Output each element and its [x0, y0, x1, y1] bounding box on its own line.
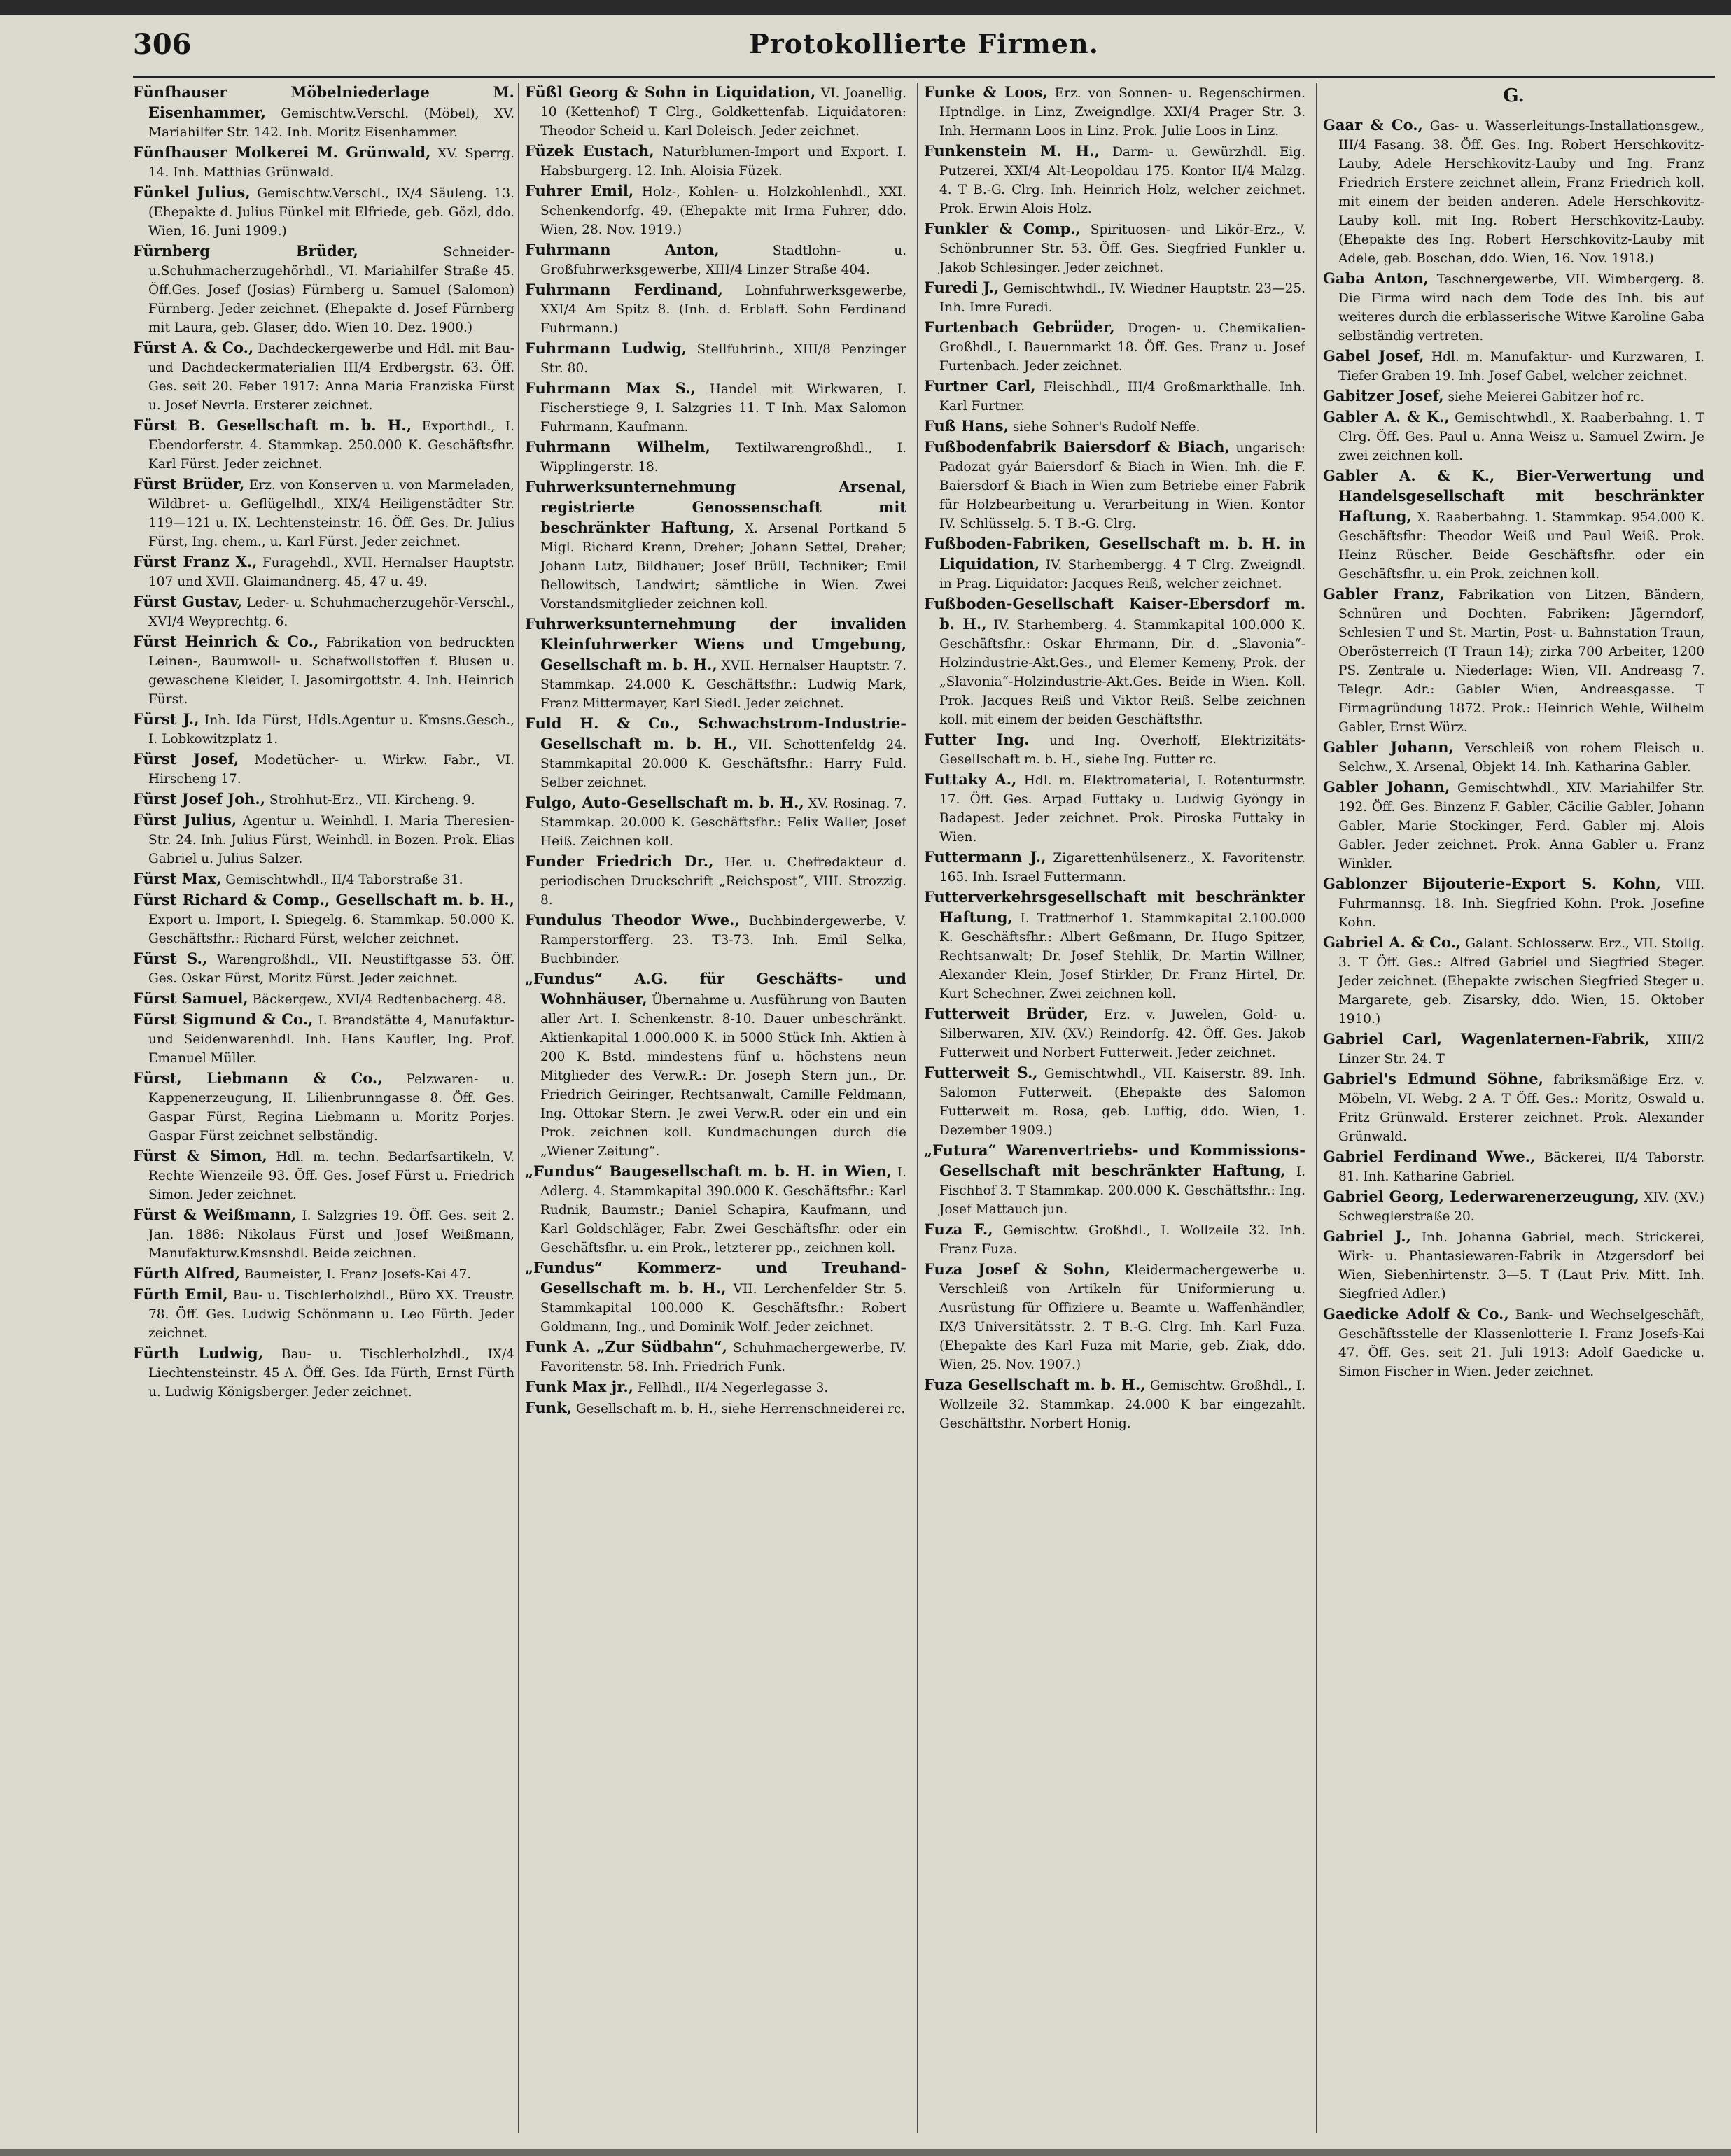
firm-entry: [924, 278, 1305, 317]
firm-details: Gemischtwhdl., X. Raaberbahng. 1. T Clrg. Öff. Ges. Paul u. Anna Weisz u. Samuel Zwirn. Je zwei zeichnen koll.: [1338, 411, 1704, 463]
firm-entry: [924, 318, 1305, 376]
firm-entry: [525, 181, 906, 239]
firm-name: Futter Ing.: [924, 731, 1030, 748]
firm-name: Fußboden-Fabriken, Gesellschaft m. b. H. in Liquidation,: [924, 535, 1305, 572]
firm-details: Inh. Johanna Gabriel, mech. Strickerei, Wirk- u. Phantasiewaren-Fabrik in Atzgersdorf bei Wien, Siebenhirtenstr. 3—5. T (Laut Priv. Mitt. Inh. Siegfried Adler.): [1338, 1230, 1704, 1302]
firm-entry: [924, 730, 1305, 769]
firm-name: Fuhrmann Ludwig,: [525, 339, 687, 357]
firm-entry: [924, 594, 1305, 729]
firm-details: Schneider-u.Schuhmacherzugehörhdl., VI. Mariahilfer Straße 45. Öff.Ges. Josef (Josias) Fürnberg u. Samuel (Salomon) Fürnberg. Jeder zeichnet. (Ehepakte d. Josef Fürnberg mit Laura, geb. Glaser, ddo. Wien 10. Dez. 1900.): [148, 245, 514, 335]
firm-name: Füzek Eustach,: [525, 142, 654, 160]
firm-entry: [1323, 466, 1704, 584]
firm-details: I. Trattnerhof 1. Stammkapital 2.100.000 K. Geschäftsfhr.: Albert Geßmann, Dr. Hugo Spitzer, Rechtsanwalt; Dr. Josef Stehlik, Dr. Martin Willner, Alexander Klein, Josef Stirkler, Dr. Franz Hirtel, Dr. Kurt Schechner. Zwei zeichnen koll.: [939, 911, 1305, 1001]
firm-name: Gabler A. & K.,: [1323, 408, 1450, 425]
firm-details: IV. Starhemberg. 4. Stammkapital 100.000 K. Geschäftsfhr.: Oskar Ehrmann, Dir. d. „Slavonia“-Holzindustrie-Akt.Ges., und Elemer Kemeny, Prok. der „Slavonia“-Holzindustrie-Akt.Ges. Beide in Wien. Koll. Prok. Jacques Reiß und Viktor Reiß. Selbe zeichnen koll. mit einem der beiden Geschäftsfhr.: [939, 618, 1305, 727]
firm-entry: [1323, 346, 1704, 386]
firm-name: Funk A. „Zur Südbahn“,: [525, 1338, 727, 1355]
firm-name: Gabitzer Josef,: [1323, 387, 1444, 404]
firm-name: Furedi J.,: [924, 279, 1000, 296]
firm-name: Furtner Carl,: [924, 377, 1036, 395]
firm-name: Fuhrwerksunternehmung der invaliden Kleinfuhrwerker Wiens und Umgebung, Gesellschaft m. b. H.,: [525, 615, 906, 673]
firm-entry: [525, 910, 906, 968]
firm-entry: [1323, 1069, 1704, 1146]
firm-details: VIII. Fuhrmannsg. 18. Inh. Siegfried Kohn. Prok. Josefine Kohn.: [1338, 878, 1704, 930]
firm-name: Fuhrmann Wilhelm,: [525, 438, 710, 456]
firm-details: Modetücher- u. Wirkw. Fabr., VI. Hirscheng 17.: [148, 753, 514, 787]
firm-entry: [525, 1258, 906, 1337]
firm-entry: [525, 1162, 906, 1257]
firm-entry: [1323, 777, 1704, 873]
firm-details: Pelzwaren- u. Kappenerzeugung, II. Lilienbrunngasse 8. Öff. Ges. Gaspar Fürst, Regina Liebmann u. Moritz Porjes. Gaspar Fürst zeichnet selbständig.: [148, 1072, 514, 1143]
firm-name: Gabel Josef,: [1323, 347, 1424, 365]
firm-name: Furtenbach Gebrüder,: [924, 318, 1115, 336]
firm-name: Fulgo, Auto-Gesellschaft m. b. H.,: [525, 794, 804, 811]
firm-details: X. Arsenal Portkand 5 Migl. Richard Krenn, Dreher; Johann Settel, Dreher; Johann Lutz, Bildhauer; Josef Brüll, Techniker; Emil Bellowitsch, Landwirt; sämtliche in Wien. Zwei Vorstandsmitglieder zeichnen koll.: [540, 521, 906, 612]
firm-name: Fuhrmann Anton,: [525, 241, 720, 258]
firm-name: Gabriel J.,: [1323, 1227, 1411, 1245]
firm-name: Fuhrwerksunternehmung Arsenal, registrierte Genossenschaft mit beschränkter Haftung,: [525, 478, 906, 536]
firm-details: Export u. Import, I. Spiegelg. 6. Stammkap. 50.000 K. Geschäftsfhr.: Richard Fürst, welcher zeichnet.: [148, 913, 514, 946]
firm-details: Bau- u. Tischlerholzhdl., IX/4 Liechtensteinstr. 45 A. Öff. Ges. Ida Fürth, Ernst Fürth u. Ludwig Königsberger. Jeder zeichnet.: [148, 1347, 514, 1400]
firm-name: Fuhrmann Ferdinand,: [525, 281, 723, 298]
firm-entry: [133, 632, 514, 709]
firm-name: Fuß Hans,: [924, 417, 1009, 435]
firm-entry: [1323, 1227, 1704, 1304]
firm-entry: [525, 1398, 906, 1418]
firm-details: Bau- u. Tischlerholzhdl., Büro XX. Treustr. 78. Öff. Ges. Ludwig Schönmann u. Leo Fürth. Jeder zeichnet.: [148, 1288, 514, 1341]
firm-name: Fürth Emil,: [133, 1285, 228, 1303]
firm-details: Textilwarengroßhdl., I. Wipplingerstr. 18.: [540, 441, 906, 474]
firm-entry: [133, 710, 514, 749]
firm-details: Gesellschaft m. b. H., siehe Herrenschneiderei rc.: [571, 1402, 906, 1416]
firm-name: Funkenstein M. H.,: [924, 142, 1100, 160]
firm-entry: [525, 83, 906, 141]
firm-details: XIII/2 Linzer Str. 24. T: [1338, 1033, 1704, 1066]
firm-details: Baumeister, I. Franz Josefs-Kai 47.: [239, 1267, 472, 1282]
firm-entry: [525, 477, 906, 614]
firm-name: Fünfhauser Möbelniederlage M. Eisenhammer,: [133, 83, 514, 121]
firm-details: Hdl. m. Elektromaterial, I. Rotenturmstr. 17. Öff. Ges. Arpad Futtaky u. Ludwig Gyöngy in Badapest. Jeder zeichnet. Prok. Piroska Futtaky in Wien.: [939, 773, 1305, 845]
firm-name: Fürst B. Gesellschaft m. b. H.,: [133, 416, 412, 434]
firm-name: Fußboden-Gesellschaft Kaiser-Ebersdorf m. b. H.,: [924, 595, 1305, 633]
firm-details: siehe Meierei Gabitzer hof rc.: [1443, 390, 1645, 404]
firm-details: Strohhut-Erz., VII. Kircheng. 9.: [265, 793, 475, 808]
firm-name: Fürst Julius,: [133, 811, 237, 829]
firm-details: Zigarettenhülsenerz., X. Favoritenstr. 165. Inh. Israel Futtermann.: [939, 851, 1305, 885]
firm-entry: [924, 534, 1305, 593]
firm-name: Fußbodenfabrik Baiersdorf & Biach,: [924, 438, 1230, 456]
firm-entry: [924, 1220, 1305, 1259]
firm-entry: [924, 1004, 1305, 1062]
firm-entry: [1323, 386, 1704, 407]
firm-details: siehe Sohner's Rudolf Neffe.: [1008, 420, 1200, 435]
firm-entry: [133, 989, 514, 1009]
firm-details: XIV. (XV.) Schweglerstraße 20.: [1338, 1190, 1704, 1224]
firm-name: Fuhrmann Max S.,: [525, 379, 696, 397]
firm-details: Holz-, Kohlen- u. Holzkohlenhdl., XXI. Schenkendorfg. 49. (Ehepakte mit Irma Fuhrer, ddo. Wien, 28. Nov. 1919.): [540, 185, 906, 237]
firm-name: Gabriel A. & Co.,: [1323, 933, 1462, 951]
firm-entry: [133, 1205, 514, 1263]
firm-entry: [1323, 738, 1704, 777]
firm-entry: [133, 241, 514, 337]
firm-details: Gas- u. Wasserleitungs-Installationsgew., III/4 Fasang. 38. Öff. Ges. Ing. Robert Herschkovitz-Lauby, Adele Herschkovitz-Lauby und Ing. Franz Friedrich Erstere zeichnet allein, Franz Friedrich koll. mit einem der beiden anderen. Adele Herschkovitz-Lauby koll. mit Ing. Robert Herschkovitz-Lauby. (Ehepakte des Ing. Robert Herschkovitz-Lauby mit Adele, geb. Boschan, ddo. Wien, 16. Nov. 1918.): [1338, 119, 1704, 266]
firm-entry: [525, 280, 906, 338]
firm-details: Hdl. m. techn. Bedarfsartikeln, V. Rechte Wienzeile 93. Öff. Ges. Josef Fürst u. Friedrich Simon. Jeder zeichnet.: [148, 1150, 514, 1202]
firm-details: Fabrikation von bedruckten Leinen-, Baumwoll- u. Schafwollstoffen f. Blusen u. gewaschene Kleider, I. Jasomirgottstr. 4. Inh. Heinrich Fürst.: [148, 635, 514, 707]
firm-entry: [924, 141, 1305, 218]
firm-entry: [525, 339, 906, 378]
firm-entry: [133, 474, 514, 551]
firm-name: Fuza F.,: [924, 1220, 993, 1238]
firm-name: Gabler Johann,: [1323, 778, 1450, 796]
firm-details: Gemischtwhdl., IV. Wiedner Hauptstr. 23—25. Inh. Imre Furedi.: [939, 281, 1305, 315]
firm-name: Gabriel Georg, Lederwarenerzeugung,: [1323, 1188, 1639, 1205]
page-number: 306: [133, 28, 192, 61]
firm-entry: [525, 379, 906, 437]
section-heading: G.: [1503, 85, 1525, 106]
firm-entry: [1323, 269, 1704, 346]
firm-entry: [525, 852, 906, 910]
firm-entry: [133, 1344, 514, 1402]
firm-details: VII. Lerchenfelder Str. 5. Stammkapital 100.000 K. Geschäftsfhr.: Robert Goldmann, Ing., und Dominik Wolf. Jeder zeichnet.: [540, 1282, 906, 1334]
firm-entry: [1323, 1187, 1704, 1226]
firm-details: Gemischtwhdl., II/4 Taborstraße 31.: [221, 873, 463, 887]
firm-name: Fürst Heinrich & Co.,: [133, 633, 319, 650]
firm-details: Schuhmachergewerbe, IV. Favoritenstr. 58. Inh. Friedrich Funk.: [540, 1341, 906, 1374]
firm-name: Fünfhauser Molkerei M. Grünwald,: [133, 143, 431, 161]
firm-details: Darm- u. Gewürzhdl. Eig. Putzerei, XXI/4 Alt-Leopoldau 175. Kontor II/4 Malzg. 4. T B.-G. Clrg. Inh. Heinrich Holz, welcher zeichnet. Prok. Erwin Alois Holz.: [939, 145, 1305, 216]
firm-name: Futterverkehrsgesellschaft mit beschränkter Haftung,: [924, 888, 1305, 926]
firm-entry: [1323, 1147, 1704, 1186]
firm-entry: [924, 1063, 1305, 1140]
firm-entry: [924, 376, 1305, 416]
firm-details: und Ing. Overhoff, Elektrizitäts-Gesellschaft m. b. H., siehe Ing. Futter rc.: [939, 733, 1305, 767]
firm-entry: [133, 810, 514, 868]
firm-entry: [133, 789, 514, 810]
firm-details: XV. Rosinag. 7. Stammkap. 20.000 K. Geschäftsfhr.: Felix Waller, Josef Heiß. Zeichnen koll.: [540, 796, 906, 849]
firm-name: Fürst Max,: [133, 870, 222, 887]
firm-entry: [133, 949, 514, 988]
firm-name: Füßl Georg & Sohn in Liquidation,: [525, 83, 816, 101]
firm-name: Fürst Josef,: [133, 750, 239, 768]
scan-edge-bottom: [0, 2149, 1731, 2156]
firm-details: I. Brandstätte 4, Manufaktur- und Seidenwarenhdl. Inh. Hans Kaufler, Ing. Prof. Emanuel Müller.: [148, 1013, 514, 1066]
firm-details: I. Adlerg. 4. Stammkapital 390.000 K. Geschäftsfhr.: Karl Rudnik, Baumstr.; Daniel Schapira, Kaufmann, und Karl Goldschläger, Fabr. Zwei Geschäftsfhr. oder ein Geschäftsfhr. u. ein Prok., letzterer pp., zeichnen koll.: [540, 1165, 906, 1255]
firm-entry: [924, 770, 1305, 847]
firm-entry: [133, 1146, 514, 1204]
firm-name: Gabler Franz,: [1323, 585, 1445, 603]
firm-name: Gabriel Carl, Wagenlaternen-Fabrik,: [1323, 1030, 1650, 1048]
firm-name: Fürst Josef Joh.,: [133, 790, 266, 808]
firm-name: Fürst Brüder,: [133, 475, 245, 493]
firm-details: Gemischtw. Großhdl., I. Wollzeile 32. Inh. Franz Fuza.: [939, 1223, 1305, 1257]
firm-name: Fürst Sigmund & Co.,: [133, 1010, 314, 1028]
firm-entry: [1323, 1029, 1704, 1069]
firm-entry: [924, 416, 1305, 437]
firm-name: Fürst Richard & Comp., Gesellschaft m. b. H.,: [133, 891, 514, 908]
firm-details: XV. Sperrg. 14. Inh. Matthias Grünwald.: [148, 146, 514, 180]
firm-name: Funder Friedrich Dr.,: [525, 852, 714, 870]
firm-entry: [525, 714, 906, 792]
firm-details: Gemischtwhdl., XIV. Mariahilfer Str. 192. Öff. Ges. Binzenz F. Gabler, Cäcilie Gabler, Johann Gabler, Marie Stockinger, Ferd. Gabler mj. Alois Gabler. Jeder zeichnet. Prok. Anna Gabler u. Franz Winkler.: [1338, 781, 1704, 871]
firm-details: Verschleiß von rohem Fleisch u. Selchw., X. Arsenal, Objekt 14. Inh. Katharina Gabler.: [1338, 741, 1704, 775]
firm-details: Bäckerei, II/4 Taborstr. 81. Inh. Katharine Gabriel.: [1338, 1150, 1704, 1184]
firm-details: Bank- und Wechselgeschäft, Geschäftsstelle der Klassenlotterie I. Franz Josefs-Kai 47. Öff. Ges. seit 21. Juli 1913: Adolf Gaedicke u. Simon Fischer in Wien. Jeder zeichnet.: [1338, 1308, 1704, 1379]
firm-details: Bäckergew., XVI/4 Redtenbacherg. 48.: [248, 992, 507, 1007]
firm-details: Gemischtw. Großhdl., I. Wollzeile 32. Stammkap. 24.000 K bar eingezahlt. Geschäftsfhr. Norbert Honig.: [939, 1379, 1305, 1431]
firm-name: Gabler Johann,: [1323, 738, 1454, 756]
firm-details: I. Fischhof 3. T Stammkap. 200.000 K. Geschäftsfhr.: Ing. Josef Mattauch jun.: [939, 1164, 1305, 1217]
firm-name: Gabler A. & K., Bier-Verwertung und Handelsgesellschaft mit beschränkter Haftung,: [1323, 467, 1704, 525]
firm-details: Fleischhdl., III/4 Großmarkthalle. Inh. Karl Furtner.: [939, 380, 1305, 414]
firm-entry: [525, 1377, 906, 1397]
firm-details: ungarisch: Padozat gyár Baiersdorf & Biach in Wien. Inh. die F. Baiersdorf & Biach in Wien zum Betriebe einer Fabrik für Holzbearbeitung u. Verarbeitung in Wien. Kontor IV. Schlüsselg. 5. T B.-G. Clrg.: [939, 441, 1305, 531]
firm-entry: [525, 1337, 906, 1376]
column-4: [1323, 83, 1704, 2140]
firm-details: Spirituosen- und Likör-Erz., V. Schönbrunner Str. 53. Öff. Ges. Siegfried Funkler u. Jakob Schlesinger. Jeder zeichnet.: [939, 223, 1305, 275]
firm-entry: [924, 83, 1305, 141]
firm-name: Gaar & Co.,: [1323, 116, 1423, 134]
firm-name: „Fundus“ Kommerz- und Treuhand-Gesellschaft m. b. H.,: [525, 1259, 906, 1297]
firm-entry: [1323, 933, 1704, 1029]
firm-name: „Fundus“ A.G. für Geschäfts- und Wohnhäuser,: [525, 970, 906, 1008]
firm-name: Fürnberg Brüder,: [133, 242, 358, 260]
firm-name: „Fundus“ Baugesellschaft m. b. H. in Wien,: [525, 1162, 892, 1180]
firm-details: Galant. Schlosserw. Erz., VII. Stollg. 3. T Öff. Ges.: Alfred Gabriel und Siegfried Steger. Jeder zeichnet. (Ehepakte zwischen Siegfried Steger u. Margarete, geb. Zisarsky, ddo. Wien, 15. Oktober 1910.): [1338, 936, 1704, 1027]
firm-entry: [133, 592, 514, 631]
firm-entry: [1323, 874, 1704, 932]
firm-name: Fuza Josef & Sohn,: [924, 1260, 1110, 1278]
firm-entry: [1323, 1304, 1704, 1381]
firm-name: Gabriel Ferdinand Wwe.,: [1323, 1148, 1536, 1165]
firm-name: Fürst Franz X.,: [133, 553, 258, 570]
firm-details: Hdl. m. Manufaktur- und Kurzwaren, I. Tiefer Graben 19. Inh. Josef Gabel, welcher zeichnet.: [1338, 350, 1704, 383]
firm-entry: [525, 614, 906, 713]
firm-name: Fürst A. & Co.,: [133, 339, 254, 356]
firm-name: Futterweit S.,: [924, 1064, 1038, 1081]
column-1: [133, 83, 514, 2140]
firm-entry: [525, 793, 906, 851]
firm-details: Naturblumen-Import und Export. I. Habsburgerg. 12. Inh. Aloisia Füzek.: [540, 145, 906, 178]
firm-entry: [133, 83, 514, 142]
firm-entry: [133, 1010, 514, 1068]
firm-name: Fürst & Weißmann,: [133, 1206, 297, 1223]
firm-name: Funkler & Comp.,: [924, 220, 1081, 237]
firm-details: Agentur u. Weinhdl. I. Maria Theresien-Str. 24. Inh. Julius Fürst, Weinhdl. in Bozen. Prok. Elias Gabriel u. Julius Salzer.: [148, 814, 514, 866]
firm-entry: [133, 338, 514, 415]
header-rule: [133, 76, 1715, 78]
firm-entry: [525, 240, 906, 279]
firm-entry: [924, 437, 1305, 533]
page-header: [133, 28, 1715, 70]
firm-name: „Futura“ Warenvertriebs- und Kommissions-Gesellschaft mit beschränkter Haftung,: [924, 1141, 1305, 1179]
firm-entry: [133, 1069, 514, 1146]
column-2: [525, 83, 906, 2140]
firm-entry: [924, 1141, 1305, 1219]
firm-name: Fürst S.,: [133, 950, 208, 967]
firm-name: Fuhrer Emil,: [525, 182, 634, 199]
firm-entry: [133, 143, 514, 182]
firm-entry: [924, 1375, 1305, 1433]
firm-details: Erz. von Sonnen- u. Regenschirmen. Hptndlge. in Linz, Zweigndlge. XXI/4 Prager Str. 3. Inh. Hermann Loos in Linz. Prok. Julie Loos in Linz.: [939, 86, 1305, 139]
firm-name: Fuld H. & Co., Schwachstrom-Industrie-Gesellschaft m. b. H.,: [525, 714, 906, 752]
firm-details: I. Salzgries 19. Öff. Ges. seit 2. Jan. 1886: Nikolaus Fürst und Josef Weißmann, Manufakturw.Kmsnshdl. Beide zeichnen.: [148, 1209, 514, 1261]
firm-name: Fuza Gesellschaft m. b. H.,: [924, 1376, 1146, 1393]
firm-entry: [1323, 115, 1704, 268]
firm-details: Drogen- u. Chemikalien-Großhdl., I. Bauernmarkt 18. Öff. Ges. Franz u. Josef Furtenbach. Jeder zeichnet.: [939, 321, 1305, 374]
firm-name: Gablonzer Bijouterie-Export S. Kohn,: [1323, 875, 1661, 892]
firm-entry: [133, 869, 514, 889]
firm-details: Fabrikation von Litzen, Bändern, Schnüren und Dochten. Fabriken: Jägerndorf, Schlesien T und St. Martin, Post- u. Bahnstation Traun, Oberösterreich (T Traun 14); zirka 700 Arbeiter, 1200 PS. Zentrale u. Niederlage: Wien, VII. Andreasg 7. Telegr. Adr.: Gabler Wien, Andreasgasse. T Firmagründung 1872. Prok.: Heinrich Wehle, Wilhelm Gabler, Ernst Würz.: [1338, 588, 1704, 735]
firm-name: Futterweit Brüder,: [924, 1005, 1089, 1022]
firm-details: Dachdeckergewerbe und Hdl. mit Bau- und Dachdeckermaterialien III/4 Erdbergstr. 63. Öff. Ges. seit 20. Feber 1917: Anna Maria Franziska Fürst u. Josef Nevrla. Ersterer zeichnet.: [148, 341, 514, 413]
firm-details: Lohnfuhrwerksgewerbe, XXI/4 Am Spitz 8. (Inh. d. Erblaff. Sohn Ferdinand Fuhrmann.): [540, 283, 906, 336]
firm-entry: [1323, 407, 1704, 465]
firm-details: Warengroßhdl., VII. Neustiftgasse 53. Öff. Ges. Oskar Fürst, Moritz Fürst. Jeder zeichnet.: [148, 952, 514, 986]
firm-details: Exporthdl., I. Ebendorferstr. 4. Stammkap. 250.000 K. Geschäftsfhr. Karl Fürst. Jeder zeichnet.: [148, 419, 514, 472]
firm-details: Übernahme u. Ausführung von Bauten aller Art. I. Schenkenstr. 8-10. Dauer unbeschränkt. Aktienkapital 1.000.000 K. in 5000 Stück Inh. Aktien à 200 K. Bstd. mindestens fünf u. höchstens neun Mitglieder des Verw.R.: Dr. Joseph Stern jun., Dr. Friedrich Geiringer, Rechtsanwalt, Camille Feldmann, Ing. Ottokar Stern. Je zwei Verw.R. oder ein und ein Prok. zeichnen koll. Kundmachungen durch die „Wiener Zeitung“.: [540, 993, 906, 1159]
firm-details: Fellhdl., II/4 Negerlegasse 3.: [633, 1381, 829, 1395]
firm-name: Fürth Ludwig,: [133, 1344, 264, 1362]
scan-edge-top: [0, 0, 1731, 15]
firm-name: Fünkel Julius,: [133, 183, 251, 201]
firm-details: Buchbindergewerbe, V. Ramperstorfferg. 23. T3-73. Inh. Emil Selka, Buchbinder.: [540, 914, 906, 966]
page-title: Protokollierte Firmen.: [749, 28, 1099, 59]
firm-entry: [525, 969, 906, 1161]
firm-entry: [133, 416, 514, 474]
firm-entry: [133, 1285, 514, 1343]
firm-name: Fundulus Theodor Wwe.,: [525, 911, 740, 929]
firm-entry: [525, 141, 906, 181]
firm-entry: [525, 437, 906, 477]
firm-name: Fürth Alfred,: [133, 1264, 240, 1282]
firm-name: Fürst Gustav,: [133, 593, 243, 610]
firm-name: Gaedicke Adolf & Co.,: [1323, 1305, 1509, 1323]
firm-name: Funk Max jr.,: [525, 1378, 633, 1395]
firm-details: fabriksmäßige Erz. v. Möbeln, VI. Webg. 2 A. T Öff. Ges.: Moritz, Oswald u. Fritz Grünwald. Ersterer zeichnet. Prok. Alexander Grünwald.: [1338, 1073, 1704, 1144]
directory-columns: [133, 83, 1718, 2140]
firm-name: Futtaky A.,: [924, 770, 1017, 788]
firm-details: Stadtlohn- u. Großfuhrwerksgewerbe, XIII/4 Linzer Straße 404.: [540, 244, 906, 277]
firm-entry: [133, 890, 514, 948]
firm-details: Inh. Ida Fürst, Hdls.Agentur u. Kmsns.Gesch., I. Lobkowitzplatz 1.: [148, 713, 514, 747]
firm-details: Gemischtw.Verschl. (Möbel), XV. Mariahilfer Str. 142. Inh. Moritz Eisenhammer.: [148, 106, 514, 140]
firm-details: Leder- u. Schuhmacherzugehör-Verschl., XVI/4 Weyprechtg. 6.: [148, 596, 514, 629]
firm-details: XVII. Hernalser Hauptstr. 7. Stammkap. 24.000 K. Geschäftsfhr.: Ludwig Mark, Franz Mittermayer, Karl Siedl. Jeder zeichnet.: [540, 658, 906, 711]
firm-name: Gabriel's Edmund Söhne,: [1323, 1070, 1543, 1087]
firm-details: Gemischtw.Verschl., IX/4 Säuleng. 13. (Ehepakte d. Julius Fünkel mit Elfriede, geb. Gözl, ddo. Wien, 16. Juni 1909.): [148, 186, 514, 239]
firm-name: Gaba Anton,: [1323, 269, 1429, 287]
firm-entry: [924, 847, 1305, 887]
firm-entry: [924, 1260, 1305, 1374]
firm-details: Furagehdl., XVII. Hernalser Hauptstr. 107 und XVII. Glaimandnerg. 45, 47 u. 49.: [148, 556, 514, 589]
firm-entry: [924, 887, 1305, 1003]
firm-details: Gemischtwhdl., VII. Kaiserstr. 89. Inh. Salomon Futterweit. (Ehepakte des Salomon Futterweit m. Rosa, geb. Luftig, ddo. Wien, 1. Dezember 1909.): [939, 1066, 1305, 1138]
firm-entry: [924, 219, 1305, 277]
firm-details: Erz. von Konserven u. von Marmeladen, Wildbret- u. Geflügelhdl., XIX/4 Heiligenstädter Str. 119—121 u. IX. Lechtensteinstr. 16. Öff. Ges. Dr. Julius Fürst, Ing. chem., u. Karl Fürst. Jeder zeichnet.: [148, 478, 514, 549]
firm-details: Kleidermachergewerbe u. Verschleiß von Artikeln für Uniformierung u. Ausrüstung für Offiziere u. Beamte u. Waffenhändler, IX/3 Universitätsstr. 2. T B.-G. Clrg. Inh. Karl Fuza. (Ehepakte des Karl Fuza mit Marie, geb. Ziak, ddo. Wien, 25. Nov. 1907.): [939, 1263, 1305, 1372]
firm-entry: [133, 552, 514, 591]
firm-name: Funke & Loos,: [924, 83, 1048, 101]
firm-name: Futtermann J.,: [924, 848, 1046, 866]
firm-entry: [133, 749, 514, 789]
firm-details: Stellfuhrinh., XIII/8 Penzinger Str. 80.: [540, 342, 906, 376]
firm-name: Funk,: [525, 1399, 572, 1416]
firm-details: Her. u. Chefredakteur d. periodischen Druckschrift „Reichspost“, VIII. Strozzig. 8.: [540, 855, 906, 908]
firm-details: IV. Starhembergg. 4 T Clrg. Zweigndl. in Prag. Liquidator: Jacques Reiß, welcher zeichnet.: [939, 558, 1305, 591]
firm-entry: [133, 1264, 514, 1284]
firm-entry: [1323, 584, 1704, 737]
firm-name: Fürst & Simon,: [133, 1147, 267, 1164]
column-3: [924, 83, 1305, 2140]
firm-details: VII. Schottenfeldg 24. Stammkapital 20.000 K. Geschäftsfhr.: Harry Fuld. Selber zeichnet.: [540, 738, 906, 790]
firm-name: Fürst, Liebmann & Co.,: [133, 1069, 383, 1087]
firm-details: Erz. v. Juwelen, Gold- u. Silberwaren, XIV. (XV.) Reindorfg. 42. Öff. Ges. Jakob Futterweit und Norbert Futterweit. Jeder zeichnet.: [939, 1008, 1305, 1060]
firm-name: Fürst J.,: [133, 710, 199, 728]
firm-details: VI. Joanellig. 10 (Kettenhof) T Clrg., Goldkettenfab. Liquidatoren: Theodor Scheid u. Karl Doleisch. Jeder zeichnet.: [540, 86, 906, 139]
firm-entry: [133, 183, 514, 241]
firm-name: Fürst Samuel,: [133, 989, 248, 1007]
firm-details: Taschnergewerbe, VII. Wimbergerg. 8. Die Firma wird nach dem Tode des Inh. bis auf weiteres durch die erblasserische Witwe Karoline Gaba selbständig vertreten.: [1338, 272, 1704, 344]
firm-details: Handel mit Wirkwaren, I. Fischerstiege 9, I. Salzgries 11. T Inh. Max Salomon Fuhrmann, Kaufmann.: [540, 382, 906, 435]
firm-details: X. Raaberbahng. 1. Stammkap. 954.000 K. Geschäftsfhr: Theodor Weiß und Paul Weiß. Prok. Heinz Rüscher. Beide Geschäftsfhr. oder ein Geschäftsfhr. u. ein Prok. zeichnen koll.: [1338, 510, 1704, 582]
